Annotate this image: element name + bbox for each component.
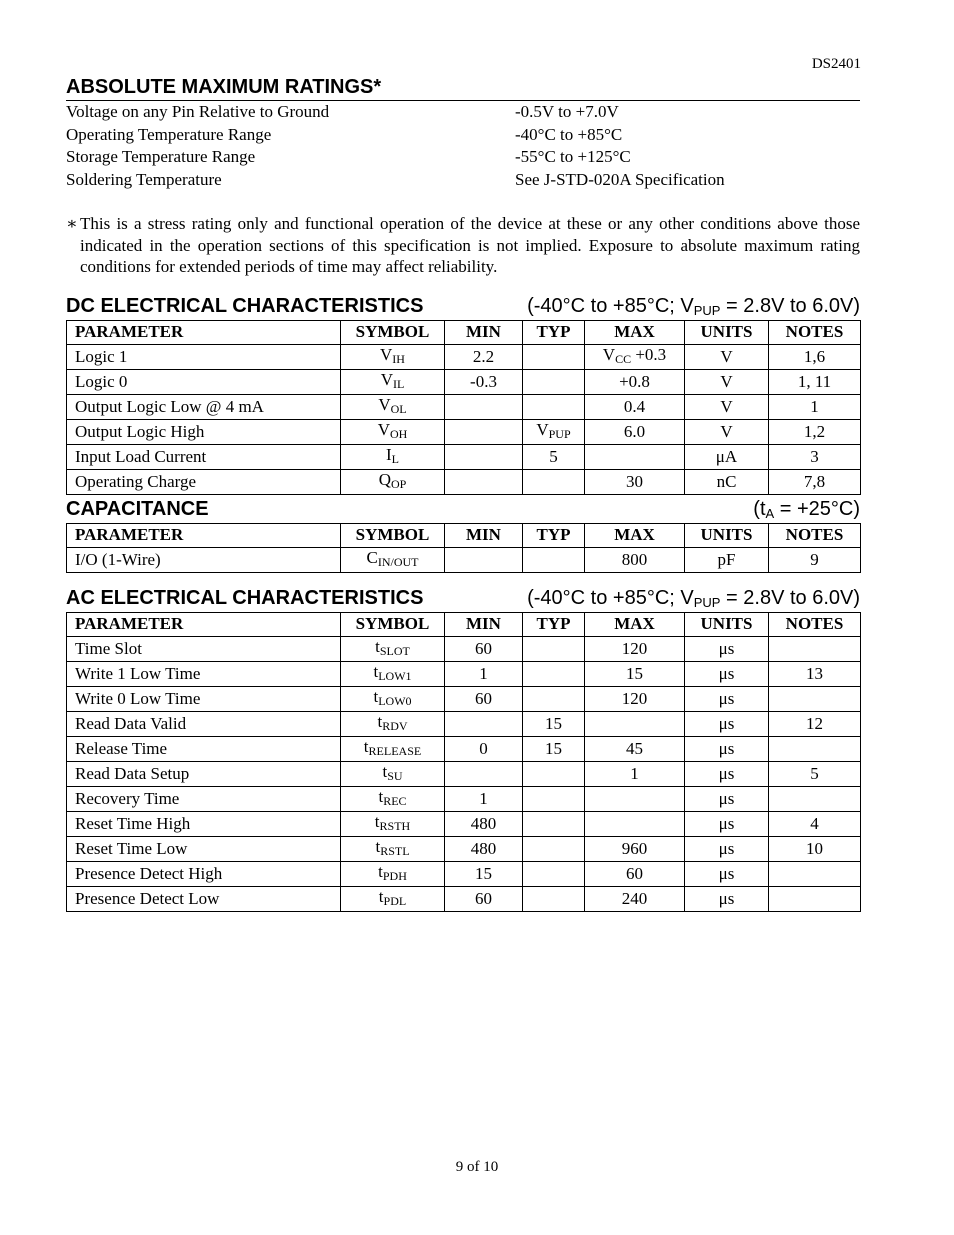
typ-cell [523,444,585,469]
typ-value: V [536,419,549,439]
typ-value: 15 [545,713,562,733]
symbol-cell [341,394,445,419]
notes-cell [769,736,861,761]
max-cell [585,711,685,736]
typ-cell [523,811,585,836]
column-header: TYP [523,613,585,637]
symbol-cell [341,444,445,469]
symbol-cell [341,469,445,494]
max-cell [585,861,685,886]
symbol-base: V [377,419,390,439]
note-asterisk: ∗ [66,214,78,233]
max-cell [585,394,685,419]
symbol-cell [341,369,445,394]
dc-title: DC ELECTRICAL CHARACTERISTICS [66,295,424,317]
typ-cell [523,661,585,686]
rating-row [66,146,860,169]
max-cell [585,469,685,494]
table-row [67,394,861,419]
column-header: UNITS [685,524,769,548]
min-cell: 60 [445,686,523,711]
column-header: TYP [523,321,585,345]
symbol-subscript: PDH [382,868,407,883]
rating-row [66,169,860,192]
page-number: 9 of 10 [455,1159,499,1175]
column-header: NOTES [769,524,861,548]
min-cell: 1 [445,661,523,686]
ac-conditions: (-40°C to +85°C; $V_{PUP} = 2.8V$ to 6.0V) [527,587,860,610]
max-value: +0.8 [619,371,650,391]
units-cell: μs [685,711,769,736]
notes-cell [769,686,861,711]
symbol-base: t [373,686,379,706]
min-cell: 2.2 [445,344,523,369]
parameter-cell: Reset Time Low [67,836,341,861]
min-cell: -0.3 [445,369,523,394]
min-cell [445,394,523,419]
units-cell: μs [685,886,769,911]
notes-cell: 1,6 [769,344,861,369]
symbol-cell [341,636,445,661]
min-cell [445,711,523,736]
parameter-cell: Recovery Time [67,786,341,811]
symbol-subscript: L [391,451,399,466]
typ-cell [523,786,585,811]
symbol-cell [341,736,445,761]
symbol-base: V [380,344,393,364]
column-header: TYP [523,524,585,548]
max-value: 15 [626,663,643,683]
symbol-subscript: IN/OUT [377,554,419,569]
symbol-subscript: RDV [382,718,408,733]
table-row [67,547,861,572]
note-text: This is a stress rating only and functional operation of the device at these or any other conditions above those indicated in the operation sections of this specification is not implied. Exposure to absolute maximum rating conditions for extended periods of time may affect reliability. [80,214,860,276]
symbol-base: t [378,861,383,881]
symbol-subscript: RELEASE [368,743,422,758]
symbol-subscript: OH [389,426,408,441]
symbol-base: C [366,547,378,567]
parameter-cell: Time Slot [67,636,341,661]
column-header: UNITS [685,613,769,637]
symbol-subscript: IH [392,351,405,366]
table-row [67,444,861,469]
column-header: NOTES [769,613,861,637]
min-cell: 0 [445,736,523,761]
max-cell [585,761,685,786]
max-cell [585,786,685,811]
document-id: DS2401 [811,56,861,72]
symbol-base: Q [378,469,391,489]
notes-cell [769,786,861,811]
parameter-cell: Output Logic High [67,419,341,444]
typ-cell [523,761,585,786]
column-header: MIN [445,321,523,345]
table-row [67,736,861,761]
typ-cell [523,886,585,911]
max-cell [585,886,685,911]
max-cell [585,547,685,572]
rating-row [66,101,860,124]
min-cell: 480 [445,811,523,836]
dc-conditions: (-40°C to +85°C; $V_{PUP} = 2.8V$ to 6.0V) [527,295,860,318]
table-row [67,636,861,661]
symbol-cell [341,711,445,736]
table-row [67,419,861,444]
table-row [67,811,861,836]
symbol-base: t [363,736,369,756]
cap-heading [66,498,860,521]
units-cell: μs [685,861,769,886]
typ-subscript: PUP [548,426,571,441]
capacitance-table [66,523,861,573]
table-row [67,686,861,711]
symbol-subscript: LOW0 [378,693,412,708]
symbol-cell [341,661,445,686]
dc-characteristics-table [66,320,861,495]
table-row [67,786,861,811]
parameter-cell: Read Data Setup [67,761,341,786]
max-value: 45 [626,738,643,758]
symbol-cell [341,761,445,786]
column-header: UNITS [685,321,769,345]
typ-cell [523,861,585,886]
symbol-cell [341,547,445,572]
table-row [67,886,861,911]
column-header: MAX [585,524,685,548]
notes-cell: 10 [769,836,861,861]
header-row [67,524,861,548]
max-value: 120 [621,688,648,708]
max-value: 60 [626,863,643,883]
table-row [67,836,861,861]
column-header: MIN [445,613,523,637]
ac-heading [66,587,860,610]
column-header: SYMBOL [341,321,445,345]
symbol-subscript: SLOT [379,643,410,658]
symbol-subscript: PDL [383,893,407,908]
units-cell: V [685,344,769,369]
symbol-base: t [373,661,379,681]
abs-max-list [66,101,860,191]
symbol-base: V [380,369,393,389]
rating-row [66,124,860,147]
typ-cell [523,836,585,861]
ac-characteristics-table [66,612,861,912]
units-cell: μs [685,686,769,711]
symbol-base: t [378,886,384,906]
symbol-base: t [374,811,380,831]
rating-parameter: Storage Temperature Range [66,147,256,166]
parameter-cell: I/O (1-Wire) [67,547,341,572]
rating-value: See J-STD-020A Specification [515,169,725,189]
symbol-cell [341,836,445,861]
symbol-subscript: LOW1 [378,668,412,683]
symbol-cell [341,861,445,886]
ac-title: AC ELECTRICAL CHARACTERISTICS [66,587,424,609]
notes-cell: 9 [769,547,861,572]
min-cell [445,547,523,572]
typ-cell [523,419,585,444]
units-cell: pF [685,547,769,572]
symbol-subscript: SU [387,768,403,783]
column-header: MAX [585,321,685,345]
notes-cell [769,861,861,886]
cap-title: CAPACITANCE [66,498,209,520]
typ-cell [523,636,585,661]
notes-cell: 7,8 [769,469,861,494]
units-cell: nC [685,469,769,494]
max-subscript: CC [615,351,632,366]
symbol-base: t [382,761,388,781]
parameter-cell: Read Data Valid [67,711,341,736]
symbol-base: t [375,836,381,856]
symbol-subscript: REC [383,793,407,808]
table-row [67,469,861,494]
parameter-cell: Logic 1 [67,344,341,369]
table-row [67,661,861,686]
notes-cell: 1, 11 [769,369,861,394]
min-cell: 1 [445,786,523,811]
notes-cell: 4 [769,811,861,836]
symbol-base: V [378,394,391,414]
rating-value: -40°C to +85°C [515,124,623,144]
rating-parameter: Operating Temperature Range [66,124,272,144]
typ-cell [523,469,585,494]
table-row [67,761,861,786]
max-value: 800 [621,549,648,569]
min-cell: 60 [445,886,523,911]
column-header: PARAMETER [67,524,341,548]
min-cell [445,761,523,786]
symbol-subscript: OP [390,476,407,491]
header-row [67,321,861,345]
column-header: SYMBOL [341,524,445,548]
rating-value: -55°C to +125°C [515,147,631,166]
max-value: 30 [626,471,643,491]
typ-value: 15 [545,738,562,758]
notes-cell [769,886,861,911]
column-header: NOTES [769,321,861,345]
rating-value: -0.5V to +7.0V [515,102,619,121]
min-cell [445,419,523,444]
max-cell [585,344,685,369]
units-cell: μs [685,761,769,786]
units-cell: μs [685,661,769,686]
typ-cell [523,369,585,394]
units-cell: μs [685,836,769,861]
rating-parameter: Soldering Temperature [66,169,222,189]
units-cell: V [685,369,769,394]
parameter-cell: Write 0 Low Time [67,686,341,711]
cap-conditions: $(t_A = +25^\circ C)$ [753,498,860,521]
parameter-cell: Output Logic Low @ 4 mA [67,394,341,419]
notes-cell: 3 [769,444,861,469]
units-cell: μs [685,736,769,761]
symbol-base: t [378,786,384,806]
max-suffix: +0.3 [631,344,667,364]
symbol-subscript: RSTL [380,843,410,858]
units-cell: μs [685,786,769,811]
column-header: MIN [445,524,523,548]
parameter-cell: Operating Charge [67,469,341,494]
max-value: 6.0 [623,421,646,441]
symbol-base: I [385,444,392,464]
max-value: 240 [621,888,648,908]
max-cell [585,661,685,686]
typ-cell [523,394,585,419]
notes-cell: 1,2 [769,419,861,444]
parameter-cell: Presence Detect High [67,861,341,886]
max-value: 120 [621,638,648,658]
typ-value: 5 [549,446,558,466]
max-value: V [602,344,616,364]
typ-cell [523,547,585,572]
dc-heading [66,295,860,318]
symbol-subscript: OL [390,401,407,416]
typ-cell [523,711,585,736]
parameter-cell: Write 1 Low Time [67,661,341,686]
max-value: 1 [630,763,639,783]
table-row [67,344,861,369]
table-row [67,369,861,394]
max-cell [585,811,685,836]
typ-cell [523,686,585,711]
min-cell: 60 [445,636,523,661]
symbol-cell [341,344,445,369]
abs-max-title: ABSOLUTE MAXIMUM RATINGS* [66,76,382,98]
max-cell [585,636,685,661]
notes-cell: 13 [769,661,861,686]
units-cell: μA [685,444,769,469]
parameter-cell: Reset Time High [67,811,341,836]
column-header: PARAMETER [67,613,341,637]
column-header: SYMBOL [341,613,445,637]
min-cell: 15 [445,861,523,886]
max-cell [585,836,685,861]
max-cell [585,369,685,394]
units-cell: μs [685,811,769,836]
column-header: MAX [585,613,685,637]
typ-cell [523,736,585,761]
symbol-cell [341,886,445,911]
parameter-cell: Logic 0 [67,369,341,394]
parameter-cell: Release Time [67,736,341,761]
min-cell [445,444,523,469]
max-cell [585,444,685,469]
symbol-subscript: IL [392,376,405,391]
units-cell: V [685,419,769,444]
table-row [67,711,861,736]
units-cell: μs [685,636,769,661]
min-cell: 480 [445,836,523,861]
notes-cell [769,636,861,661]
symbol-base: t [375,636,380,656]
table-row [67,861,861,886]
notes-cell: 1 [769,394,861,419]
notes-cell: 5 [769,761,861,786]
max-cell [585,419,685,444]
symbol-cell [341,686,445,711]
symbol-cell [341,786,445,811]
max-cell [585,686,685,711]
max-cell [585,736,685,761]
min-cell [445,469,523,494]
symbol-cell [341,811,445,836]
max-value: 960 [621,838,648,858]
notes-cell: 12 [769,711,861,736]
parameter-cell: Input Load Current [67,444,341,469]
units-cell: V [685,394,769,419]
parameter-cell: Presence Detect Low [67,886,341,911]
header-row [67,613,861,637]
symbol-cell [341,419,445,444]
rating-parameter: Voltage on any Pin Relative to Ground [66,102,330,121]
max-value: 0.4 [623,396,646,416]
typ-cell [523,344,585,369]
symbol-base: t [377,711,383,731]
column-header: PARAMETER [67,321,341,345]
symbol-subscript: RSTH [379,818,411,833]
abs-max-heading [66,76,860,99]
stress-note [66,213,860,278]
